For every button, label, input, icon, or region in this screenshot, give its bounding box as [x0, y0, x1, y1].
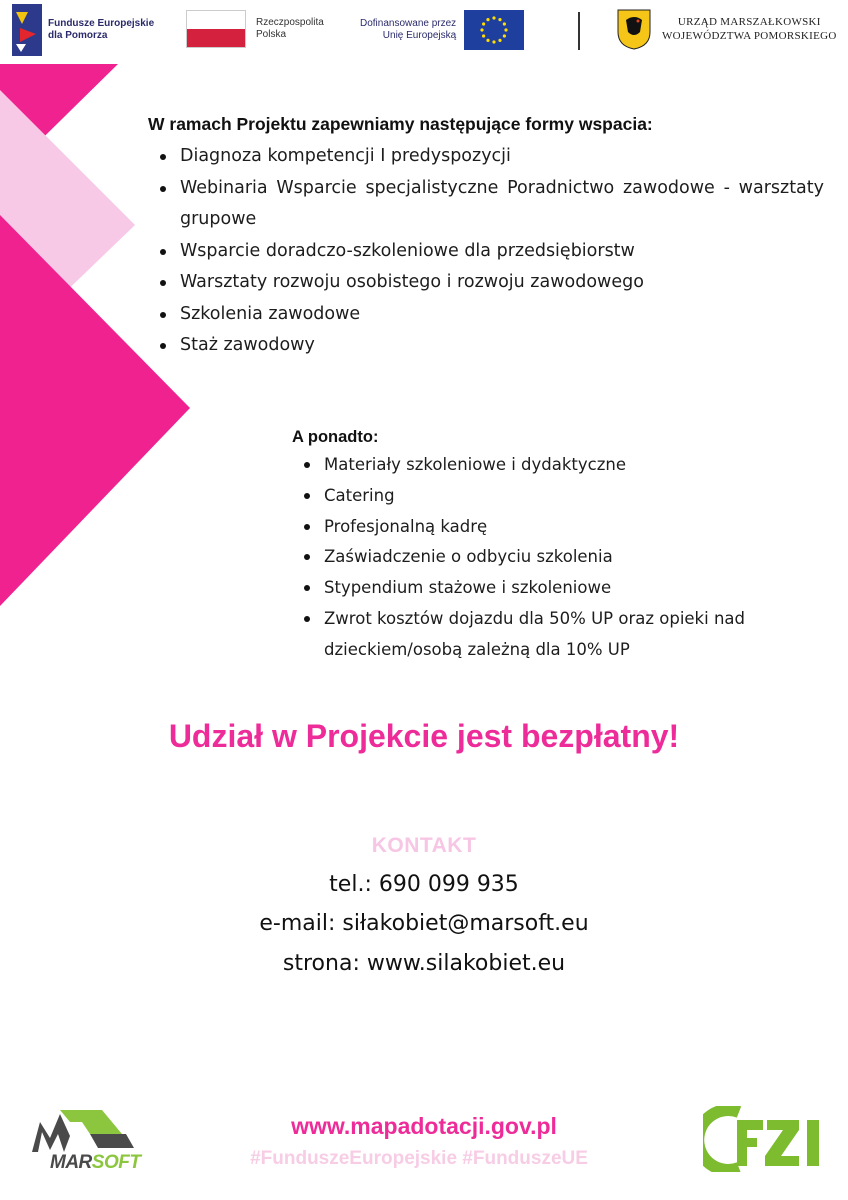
marsoft-logo-part2: SOFT [91, 1152, 141, 1173]
list-item-text: Materiały szkoleniowe i dydaktyczne [324, 455, 627, 474]
eu-flag-icon [464, 10, 524, 50]
list-item [292, 512, 792, 543]
um-logo-line2: WOJEWÓDZTWA POMORSKIEGO [662, 30, 837, 42]
support-heading: W ramach Projektu zapewniamy następujące formy wspacia: [148, 114, 653, 134]
list-item-text: Zaświadczenie o odbyciu szkolenia [324, 547, 613, 567]
bullet-icon [160, 312, 166, 318]
footer-hashtags: #FunduszeEuropejskie #FunduszeUE [250, 1148, 588, 1169]
extras-list [292, 450, 792, 666]
fe-logo [12, 4, 154, 56]
fe-logo-text [48, 18, 154, 42]
bullet-icon [160, 280, 166, 286]
list-item [292, 450, 792, 481]
list-item [292, 604, 792, 666]
support-list [148, 141, 824, 362]
contact-email[interactable]: e-mail: siłakobiet@marsoft.eu [259, 911, 589, 936]
um-logo-text [662, 15, 837, 43]
fe-logo-line2: dla Pomorza [48, 30, 108, 41]
bullet-icon [160, 343, 166, 349]
logo-divider [578, 12, 580, 50]
list-item-text: Diagnoza kompetencji I predyspozycji [180, 146, 511, 166]
fzi-logo-icon [703, 1106, 825, 1172]
footer-website-link[interactable]: www.mapadotacji.gov.pl [291, 1113, 557, 1139]
fe-flag-icon [12, 4, 42, 56]
list-item [148, 236, 824, 268]
marsoft-logo-part1: MAR [50, 1152, 92, 1173]
list-item [292, 542, 792, 573]
um-logo-line1: URZĄD MARSZAŁKOWSKI [677, 16, 821, 28]
list-item [148, 267, 824, 299]
eu-logo-line2: Unię Europejską [382, 30, 457, 41]
bullet-icon [160, 186, 166, 192]
list-item-text: Webinaria Wsparcie specjalistyczne Poradnictwo zawodowe - warsztaty grupowe [180, 177, 824, 229]
eu-logo-text [360, 18, 456, 42]
pomorskie-crest-icon [616, 8, 652, 50]
fe-logo-line1: Fundusze Europejskie [48, 18, 155, 29]
eu-logo [360, 10, 524, 50]
list-item [292, 481, 792, 512]
bullet-icon [304, 616, 310, 622]
pl-logo-line2: Polska [256, 29, 287, 40]
extras-heading: A ponadto: [292, 428, 379, 446]
list-item [148, 330, 824, 362]
list-item-text: Catering [324, 485, 395, 505]
list-item [148, 173, 824, 236]
eu-logo-line1: Dofinansowane przez [360, 18, 457, 29]
contact-title: KONTAKT [371, 834, 477, 857]
list-item-text: Stypendium stażowe i szkoleniowe [324, 578, 612, 598]
logo-strip [0, 0, 848, 62]
list-item-text: Profesjonalną kadrę [324, 516, 488, 536]
list-item-text: Zwrot kosztów dojazdu dla 50% UP oraz opieki nad dzieckiem/osobą zależną dla 10% UP [324, 608, 745, 659]
extras-section [292, 428, 792, 666]
free-participation-heading: Udział w Projekcie jest bezpłatny! [168, 718, 680, 754]
bullet-icon [304, 585, 310, 591]
poland-flag-icon [186, 10, 246, 48]
list-item-text: Szkolenia zawodowe [180, 303, 361, 324]
pl-logo-line1: Rzeczpospolita [256, 17, 324, 28]
list-item-text: Wsparcie doradczo-szkoleniowe dla przedsiębiorstw [180, 240, 635, 261]
pl-logo-text [256, 17, 324, 41]
list-item-text: Staż zawodowy [180, 335, 315, 355]
bullet-icon [160, 249, 166, 255]
contact-website[interactable]: strona: www.silakobiet.eu [282, 951, 566, 976]
um-logo [616, 8, 837, 50]
bullet-icon [160, 154, 166, 160]
list-item-text: Warsztaty rozwoju osobistego i rozwoju zawodowego [180, 272, 644, 292]
bullet-icon [304, 554, 310, 560]
list-item [148, 141, 824, 173]
bullet-icon [304, 493, 310, 499]
list-item [292, 573, 792, 604]
support-forms-section [148, 114, 824, 362]
pl-logo [186, 10, 324, 48]
bullet-icon [304, 524, 310, 530]
contact-phone[interactable]: tel.: 690 099 935 [329, 872, 519, 897]
list-item [148, 299, 824, 331]
bullet-icon [304, 462, 310, 468]
